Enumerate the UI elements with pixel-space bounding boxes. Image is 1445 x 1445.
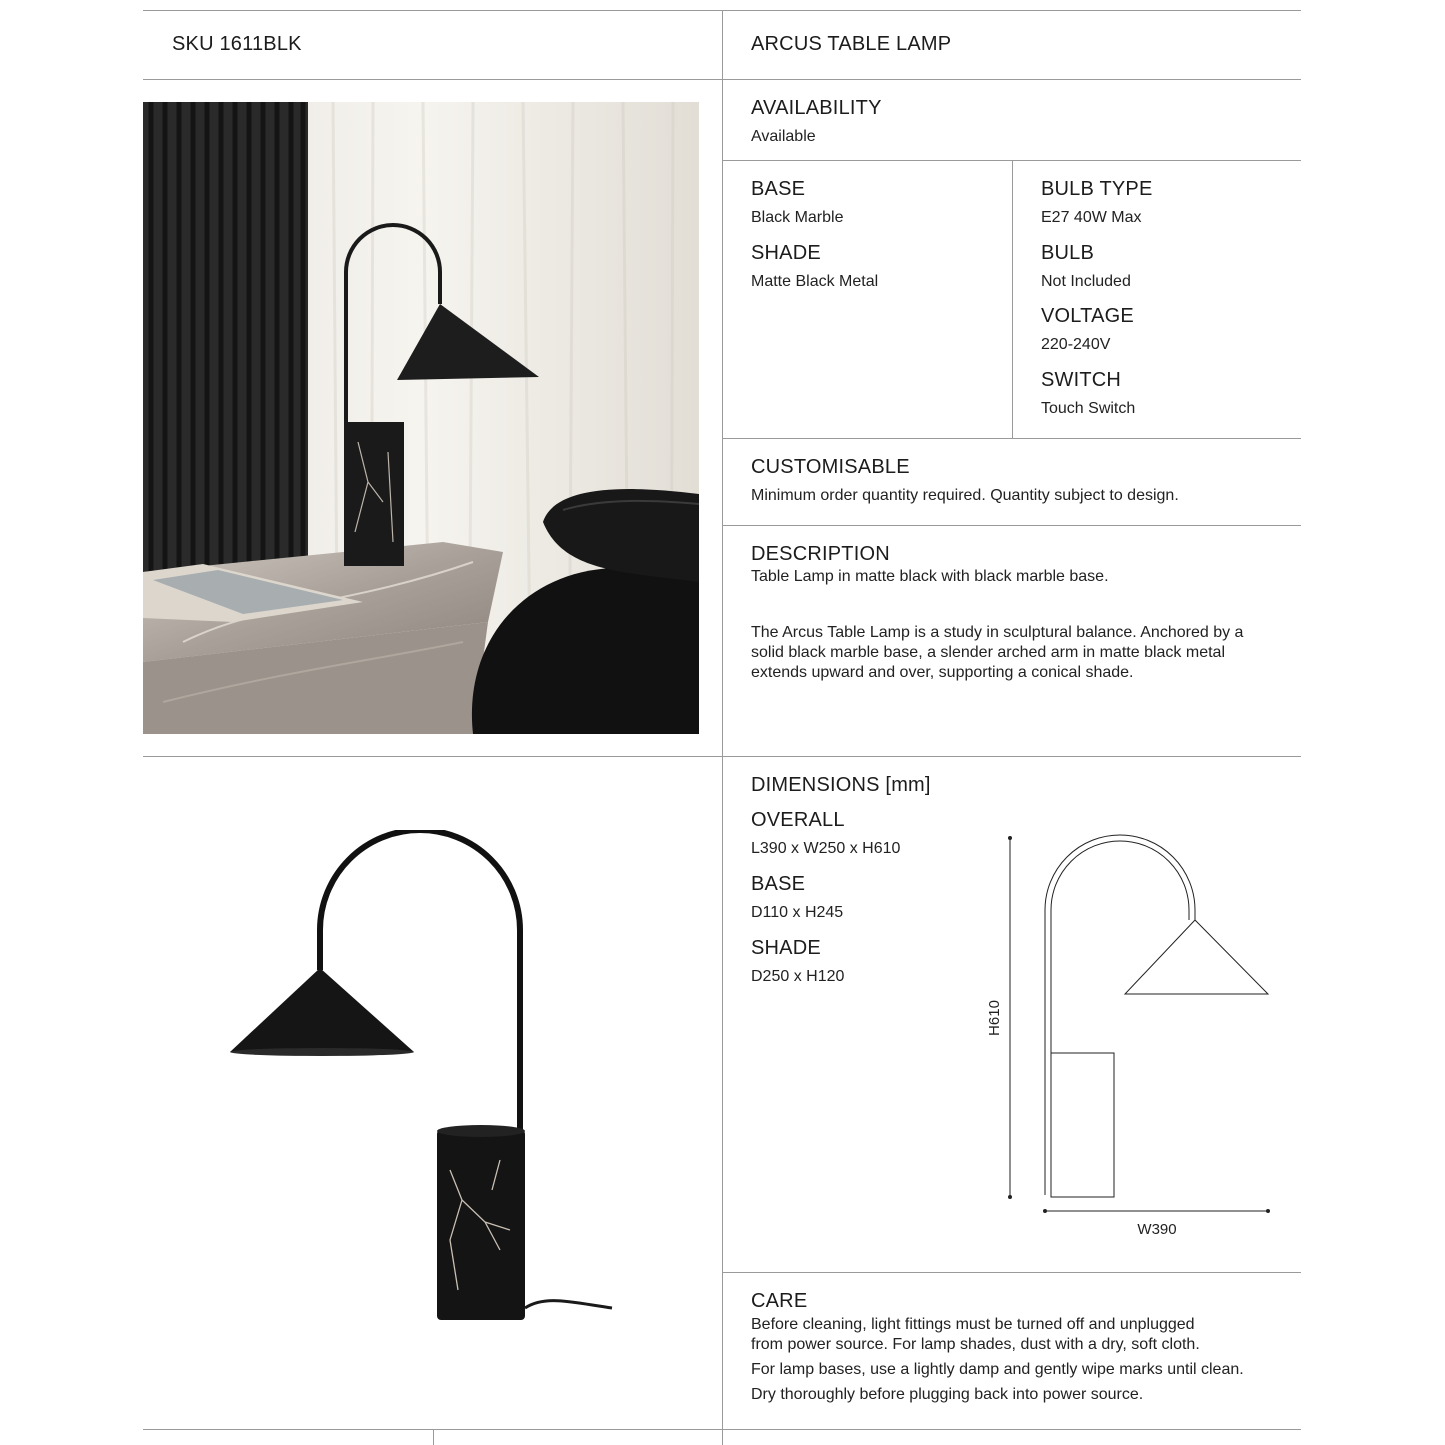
lifestyle-photo-illustration — [143, 102, 699, 734]
spec-voltage-heading: VOLTAGE — [1041, 305, 1134, 327]
dimension-drawing — [975, 820, 1295, 1250]
care-heading: CARE — [751, 1290, 808, 1312]
rule-specs-bottom — [722, 438, 1301, 439]
spec-bulb-type-heading: BULB TYPE — [1041, 178, 1153, 200]
spec-voltage-value: 220-240V — [1041, 336, 1111, 353]
customisable-value: Minimum order quantity required. Quantity subject to design. — [751, 487, 1179, 504]
rule-customisable-bottom — [722, 525, 1301, 526]
sku-label: SKU 1611BLK — [172, 33, 302, 55]
care-line-4: Dry thoroughly before plugging back into power source. — [751, 1386, 1144, 1403]
spec-base-value: Black Marble — [751, 209, 844, 226]
dim-shade-value: D250 x H120 — [751, 968, 845, 985]
spec-shade-heading: SHADE — [751, 242, 821, 264]
care-line-2: from power source. For lamp shades, dust with a dry, soft cloth. — [751, 1336, 1200, 1353]
spec-switch-heading: SWITCH — [1041, 369, 1122, 391]
dimension-diagram — [975, 820, 1295, 1250]
rule-specs-divider — [1012, 160, 1013, 438]
product-image — [200, 830, 660, 1330]
height-dimension-label: H610 — [986, 1000, 1003, 1036]
lifestyle-photo — [143, 102, 699, 734]
dim-overall-value: L390 x W250 x H610 — [751, 840, 901, 857]
spec-bulb-value: Not Included — [1041, 273, 1131, 290]
dim-shade-heading: SHADE — [751, 937, 821, 959]
rule-bottom-tick — [433, 1429, 434, 1445]
rule-center-column — [722, 10, 723, 1445]
product-title: ARCUS TABLE LAMP — [751, 33, 952, 55]
description-heading: DESCRIPTION — [751, 543, 890, 565]
dimensions-heading: DIMENSIONS [mm] — [751, 774, 931, 796]
dim-overall-heading: OVERALL — [751, 809, 845, 831]
spec-base-heading: BASE — [751, 178, 806, 200]
spec-switch-value: Touch Switch — [1041, 400, 1136, 417]
dim-base-heading: BASE — [751, 873, 806, 895]
spec-bulb-heading: BULB — [1041, 242, 1095, 264]
spec-shade-value: Matte Black Metal — [751, 273, 879, 290]
dim-base-value: D110 x H245 — [751, 904, 844, 921]
rule-dimensions-bottom — [722, 1272, 1301, 1273]
description-long: The Arcus Table Lamp is a study in sculptural balance. Anchored by a solid black marble base, a slender arched arm in matte black metal extends upward and over, supporting a conical shade. — [751, 624, 1244, 681]
care-line-1: Before cleaning, light fittings must be turned off and unplugged — [751, 1316, 1195, 1333]
customisable-heading: CUSTOMISABLE — [751, 456, 910, 478]
care-line-3: For lamp bases, use a lightly damp and gently wipe marks until clean. — [751, 1361, 1244, 1378]
availability-heading: AVAILABILITY — [751, 97, 882, 119]
width-dimension-label: W390 — [1137, 1221, 1177, 1238]
availability-value: Available — [751, 128, 816, 145]
product-image-illustration — [200, 830, 660, 1330]
description-short: Table Lamp in matte black with black marble base. — [751, 568, 1109, 585]
spec-bulb-type-value: E27 40W Max — [1041, 209, 1142, 226]
